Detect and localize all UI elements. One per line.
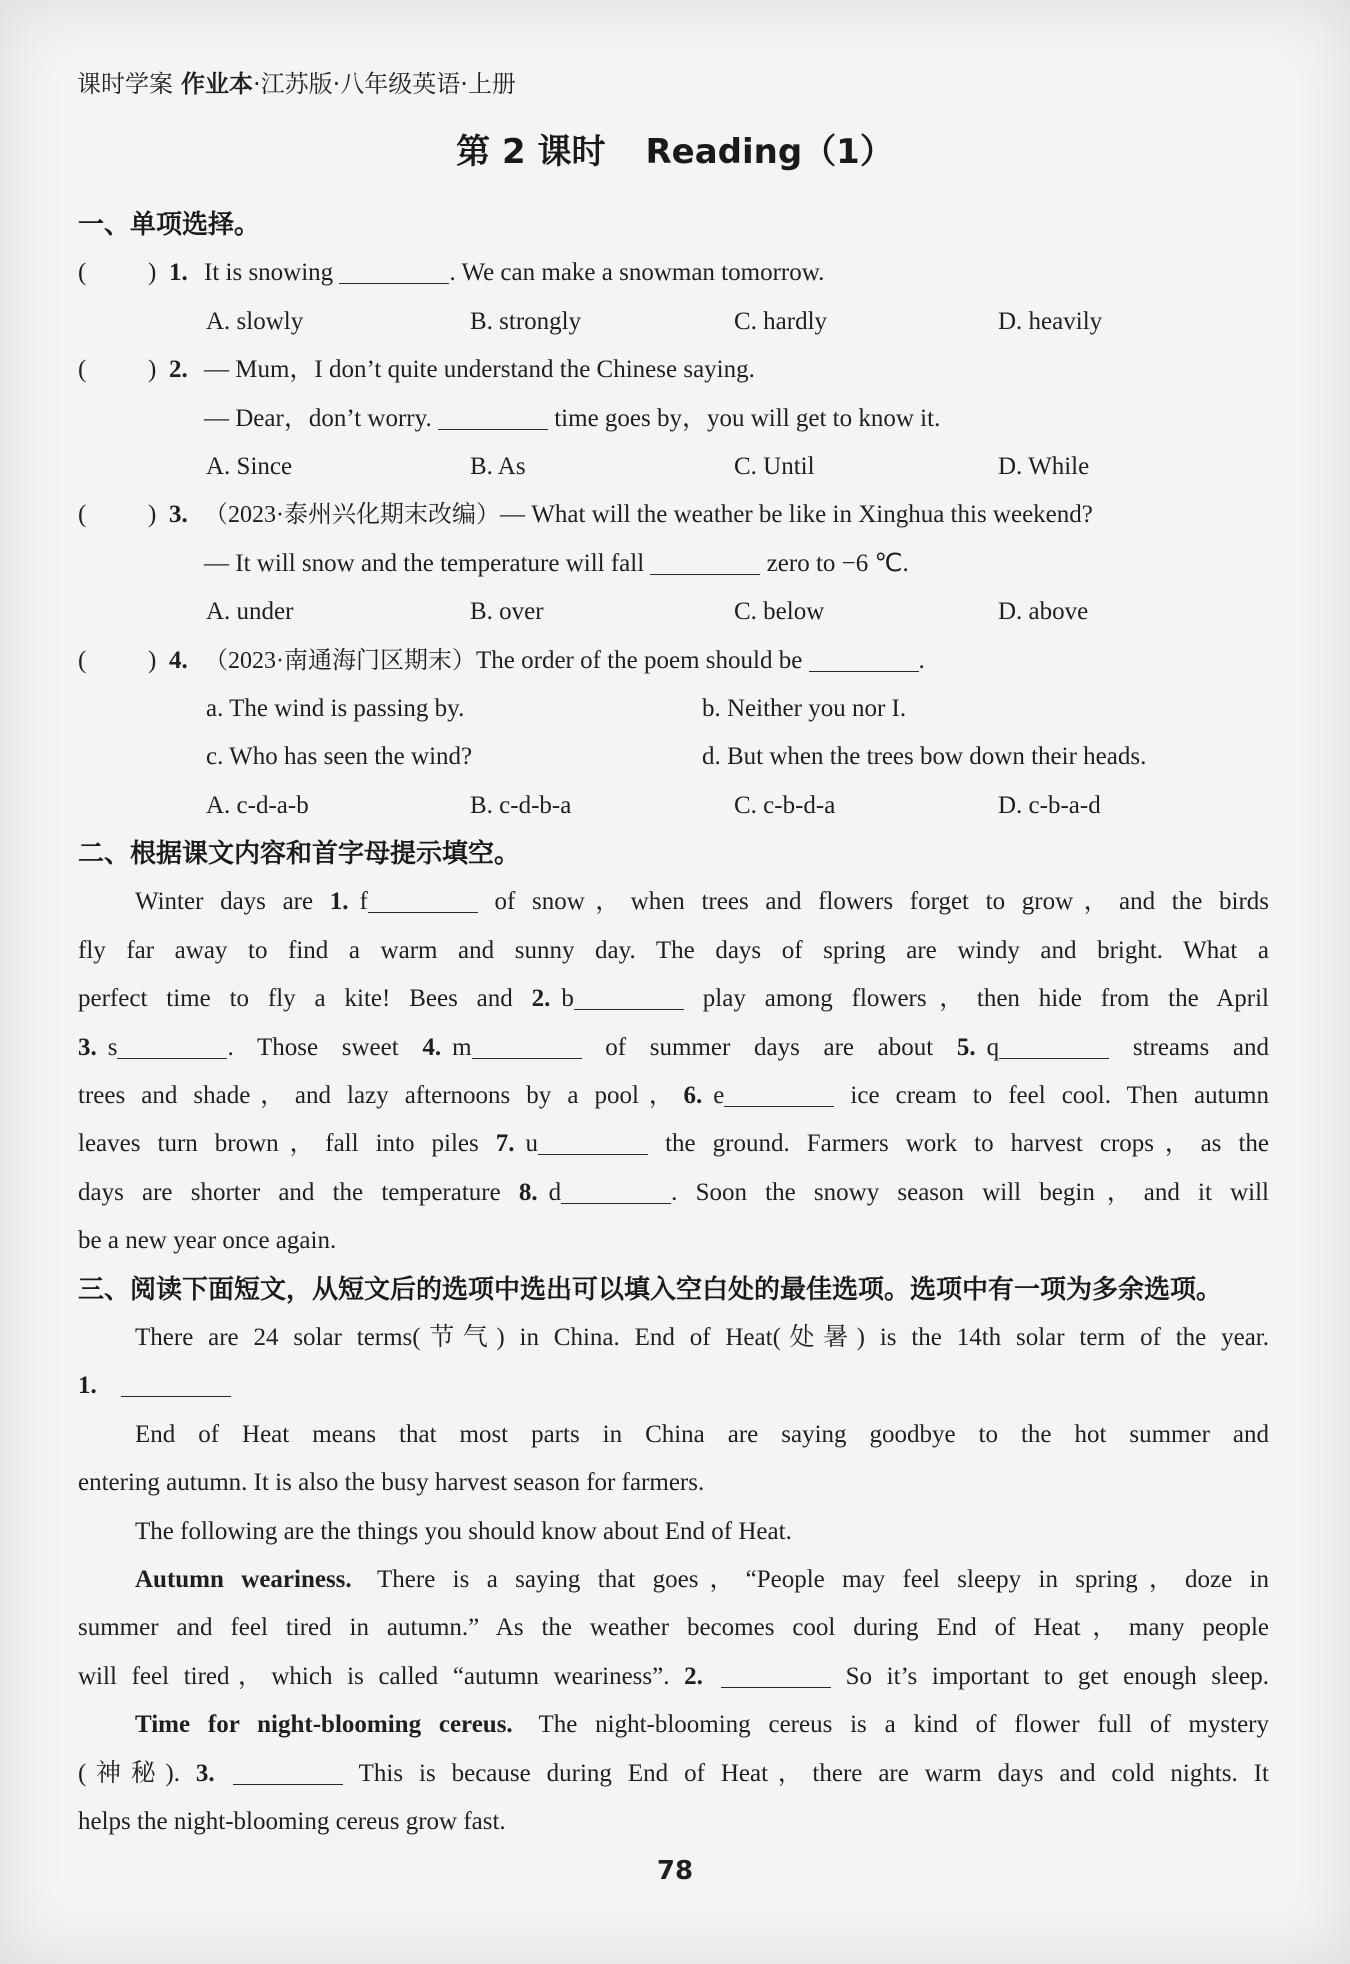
- answer-blank: [117, 1058, 227, 1059]
- lesson-topic: Reading（1）: [645, 132, 894, 172]
- option-d: D. above: [998, 598, 1089, 626]
- answer-bracket-close: ): [148, 259, 157, 287]
- question-source: （2023·泰州兴化期末改编）: [204, 502, 500, 529]
- book-header: [77, 62, 516, 106]
- answer-blank: [574, 1009, 684, 1010]
- blank-hint-letter: f: [359, 888, 368, 916]
- section-1-heading: 一、单项选择。: [78, 210, 261, 240]
- passage-text: play among flowers，then hide from the April: [683, 985, 1269, 1013]
- reading-text: will feel tired，which is called “autumn weariness”.: [78, 1662, 685, 1690]
- question-stem: .: [918, 646, 925, 674]
- passage-line: [78, 1072, 1269, 1120]
- poem-line-c: c. Who has seen the wind?: [206, 743, 473, 771]
- passage-text: days are shorter and the temperature: [78, 1178, 519, 1206]
- question-3: [78, 491, 1269, 539]
- answer-blank: [339, 283, 449, 284]
- question-stem: . We can make a snowman tomorrow.: [449, 259, 825, 287]
- question-2: [78, 346, 1269, 394]
- blank-number: 1.: [329, 888, 349, 916]
- series-name: 课时学案: [77, 70, 173, 98]
- option-b: B. over: [470, 598, 544, 626]
- passage-text: Winter days are: [135, 888, 330, 916]
- answer-blank: [368, 912, 478, 913]
- question-stem: — Dear，don’t worry.: [204, 404, 438, 432]
- answer-blank: [233, 1784, 343, 1785]
- poem-line-d: d. But when the trees bow down their heads.: [702, 743, 1147, 771]
- question-3-line-2: [78, 540, 1269, 588]
- answer-blank: [438, 429, 548, 430]
- option-b: B. strongly: [470, 307, 582, 335]
- answer-bracket-close: ): [148, 501, 157, 529]
- reading-text: This is because during End of Heat，there are warm days and cold nights. It: [342, 1759, 1269, 1787]
- question-4: [78, 637, 1269, 685]
- option-d: D. heavily: [998, 307, 1103, 335]
- passage-text: fly far away to find a warm and sunny day. The days of spring are windy and bright. What a: [78, 936, 1269, 964]
- question-number: 4.: [169, 646, 188, 674]
- passage-text: of summer days are about: [581, 1033, 957, 1061]
- question-1: [78, 249, 1269, 297]
- blank-number: 5.: [956, 1033, 976, 1061]
- reading-text: The night-blooming cereus is a kind of flower full of mystery: [538, 1711, 1269, 1739]
- answer-blank: [999, 1058, 1109, 1059]
- blank-number: 2.: [531, 985, 551, 1013]
- reading-text: There are 24 solar terms(节气) in China. End of Heat(处暑) is the 14th solar term of the year.: [135, 1323, 1269, 1351]
- reading-paragraph-line: [78, 1653, 1269, 1701]
- answer-blank: [650, 574, 760, 575]
- reading-text: helps the night-blooming cereus grow fast.: [78, 1807, 506, 1835]
- reading-text: So it’s important to get enough sleep.: [830, 1662, 1269, 1690]
- passage-line: [78, 927, 1269, 975]
- reading-paragraph-line: [78, 1411, 1269, 1459]
- reading-paragraph-line: [78, 1459, 1269, 1507]
- paragraph-label: Time for night-blooming cereus.: [135, 1711, 513, 1739]
- answer-bracket-open: (: [78, 646, 87, 674]
- answer-bracket-open: (: [78, 501, 87, 529]
- reading-paragraph-line: [78, 1604, 1269, 1652]
- lesson-number: 第 2 课时: [456, 132, 606, 172]
- question-number: 2.: [169, 356, 188, 384]
- passage-line: [78, 1120, 1269, 1168]
- blank-hint-letter: q: [986, 1033, 1000, 1061]
- reading-intro: [78, 1314, 1269, 1362]
- section-3-heading: 三、阅读下面短文，从短文后的选项中选出可以填入空白处的最佳选项。选项中有一项为多余选项。: [78, 1274, 1223, 1305]
- option-c: C. below: [734, 598, 825, 626]
- option-c: C. c-b-d-a: [734, 791, 836, 819]
- blank-number: 8.: [518, 1178, 538, 1206]
- reading-paragraph-line: [78, 1750, 1269, 1798]
- reading-text: (神秘).: [78, 1759, 196, 1787]
- answer-bracket-close: ): [148, 646, 157, 674]
- answer-blank: [721, 1687, 831, 1688]
- answer-blank: [472, 1058, 582, 1059]
- section-2-heading: 二、根据课文内容和首字母提示填空。: [78, 839, 521, 870]
- poem-line-b: b. Neither you nor I.: [702, 694, 907, 722]
- book-name: 作业本: [181, 70, 253, 98]
- question-number: 3.: [169, 501, 188, 529]
- question-stem: zero to −6 ℃.: [760, 549, 909, 577]
- passage-text: the ground. Farmers work to harvest crops，as the: [648, 1130, 1269, 1158]
- option-b: B. As: [470, 452, 526, 480]
- passage-text: streams and: [1109, 1033, 1269, 1061]
- reading-paragraph-line: [78, 1508, 1269, 1556]
- reading-text: entering autumn. It is also the busy harvest season for farmers.: [78, 1469, 705, 1497]
- blank-number: 3.: [78, 1033, 97, 1061]
- passage-text: of snow，when trees and flowers forget to grow，and the birds: [477, 888, 1269, 916]
- reading-text: The following are the things you should know about End of Heat.: [135, 1517, 792, 1545]
- passage-line: [78, 878, 1269, 926]
- answer-bracket-close: ): [148, 356, 157, 384]
- question-2-line-2: [78, 395, 1269, 443]
- option-c: C. Until: [734, 452, 815, 480]
- lesson-title: [0, 128, 1350, 176]
- question-stem: — What will the weather be like in Xinghua this weekend?: [500, 501, 1093, 529]
- poem-line-a: a. The wind is passing by.: [206, 694, 465, 722]
- poem-lines-row-1: [78, 685, 1269, 733]
- question-3-options: [78, 588, 1269, 636]
- option-d: D. c-b-a-d: [998, 791, 1101, 819]
- option-b: B. c-d-b-a: [470, 791, 572, 819]
- blank-number: 4.: [422, 1033, 442, 1061]
- poem-lines-row-2: [78, 733, 1269, 781]
- question-stem: The order of the poem should be: [476, 646, 809, 674]
- passage-line: [78, 1024, 1269, 1072]
- passage-line: [78, 975, 1269, 1023]
- passage-text: be a new year once again.: [78, 1227, 337, 1255]
- passage-text: perfect time to fly a kite! Bees and: [78, 985, 532, 1013]
- blank-hint-letter: m: [452, 1033, 472, 1061]
- paragraph-label: Autumn weariness.: [135, 1565, 352, 1593]
- passage-text: trees and shade，and lazy afternoons by a pool，: [78, 1082, 684, 1110]
- question-stem: time goes by，you will get to know it.: [547, 404, 941, 432]
- question-stem: — Mum，I don’t quite understand the Chinese saying.: [204, 356, 755, 384]
- question-source: （2023·南通海门区期末）: [204, 647, 476, 674]
- question-stem: It is snowing: [204, 259, 340, 287]
- option-c: C. hardly: [734, 307, 828, 335]
- blank-number: 3.: [195, 1759, 215, 1787]
- passage-line: [78, 1217, 1269, 1265]
- passage-text: ice cream to feel cool. Then autumn: [834, 1082, 1269, 1110]
- question-stem: — It will snow and the temperature will fall: [204, 549, 651, 577]
- option-a: A. Since: [206, 452, 293, 480]
- answer-blank: [809, 671, 919, 672]
- option-d: D. While: [998, 452, 1090, 480]
- option-a: A. slowly: [206, 307, 304, 335]
- answer-bracket-open: (: [78, 259, 87, 287]
- page-content: [78, 201, 1269, 1846]
- blank-hint-letter: u: [525, 1130, 539, 1158]
- blank-hint-letter: d: [548, 1178, 562, 1206]
- question-2-options: [78, 443, 1269, 491]
- edition-info: ·江苏版·八年级英语·上册: [253, 70, 516, 98]
- passage-text: leaves turn brown，fall into piles: [78, 1130, 496, 1158]
- option-a: A. under: [206, 598, 294, 626]
- reading-text: There is a saying that goes，“People may feel sleepy in spring，doze in: [377, 1565, 1269, 1593]
- question-4-options: [78, 782, 1269, 830]
- blank-number: 1.: [78, 1372, 97, 1400]
- answer-bracket-open: (: [78, 356, 87, 384]
- question-number: 1.: [169, 259, 188, 287]
- reading-blank-1: [78, 1362, 1269, 1410]
- reading-paragraph-line: [78, 1701, 1269, 1749]
- answer-blank: [724, 1106, 834, 1107]
- question-1-options: [78, 298, 1269, 346]
- passage-line: [78, 1169, 1269, 1217]
- blank-number: 6.: [683, 1082, 703, 1110]
- reading-paragraph-line: [78, 1556, 1269, 1604]
- passage-text: . Those sweet: [227, 1033, 423, 1061]
- passage-text: . Soon the snowy season will begin，and it will: [671, 1178, 1269, 1206]
- option-a: A. c-d-a-b: [206, 791, 309, 819]
- blank-number: 7.: [495, 1130, 515, 1158]
- blank-number: 2.: [684, 1662, 703, 1690]
- blank-hint-letter: e: [713, 1082, 725, 1110]
- reading-paragraph-line: [78, 1798, 1269, 1846]
- blank-hint-letter: s: [107, 1033, 118, 1061]
- answer-blank: [561, 1203, 671, 1204]
- page-number: 78: [656, 1856, 694, 1886]
- reading-text: End of Heat means that most parts in China are saying goodbye to the hot summer and: [135, 1420, 1269, 1448]
- answer-blank: [538, 1154, 648, 1155]
- answer-blank: [121, 1396, 231, 1397]
- reading-text: summer and feel tired in autumn.” As the weather becomes cool during End of Heat，many people: [78, 1614, 1269, 1642]
- blank-hint-letter: b: [561, 985, 574, 1013]
